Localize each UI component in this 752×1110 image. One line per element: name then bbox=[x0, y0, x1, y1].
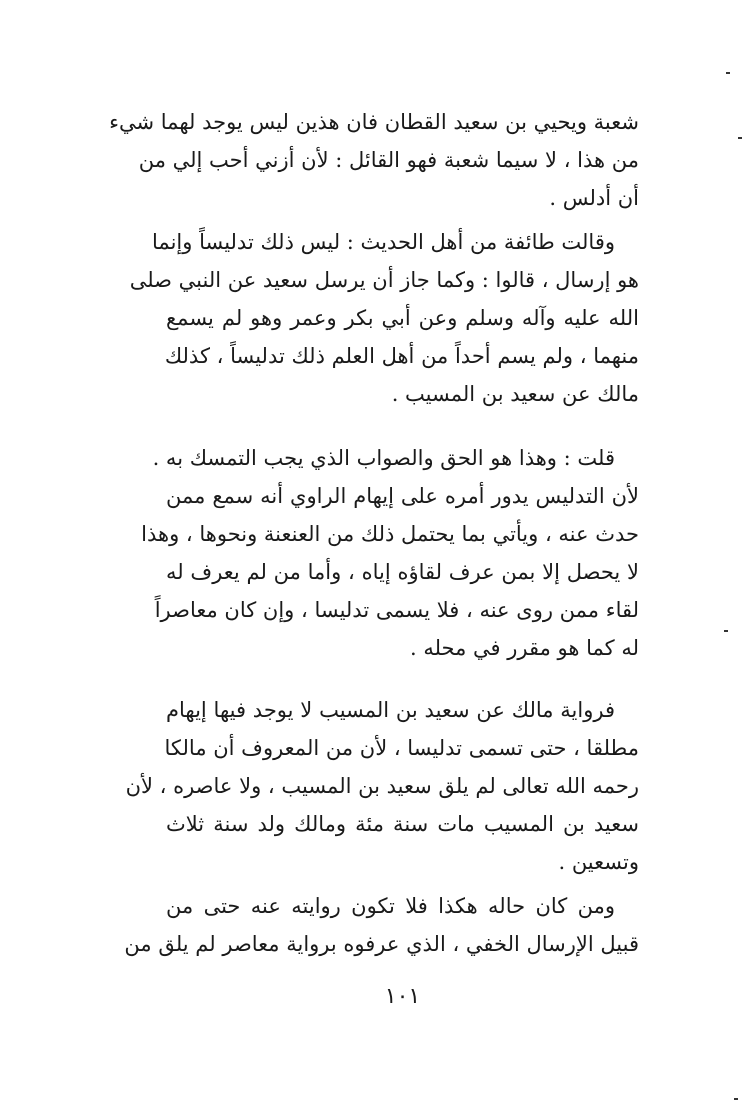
text-line-8: مالك عن سعيد بن المسيب . bbox=[391, 382, 639, 406]
text-line-5: هو إرسال ، قالوا : وكما جاز أن يرسل سعيد عن النبي صلى bbox=[129, 268, 639, 292]
text-line-15: فرواية مالك عن سعيد بن المسيب لا يوجد فيها إيهام bbox=[166, 698, 615, 722]
scan-edge-mark bbox=[724, 630, 728, 632]
text-line-20: ومن كان حاله هكذا فلا تكون روايته عنه حتى من bbox=[166, 894, 615, 918]
text-line-13: لقاء ممن روى عنه ، فلا يسمى تدليسا ، وإن كان معاصراً bbox=[154, 598, 639, 622]
text-line-21: قبيل الإرسال الخفي ، الذي عرفوه برواية معاصر لم يلق من bbox=[124, 932, 639, 956]
text-line-11: حدث عنه ، ويأتي بما يحتمل ذلك من العنعنة ونحوها ، وهذا bbox=[141, 522, 639, 546]
text-line-9: قلت : وهذا هو الحق والصواب الذي يجب التمسك به . bbox=[152, 446, 615, 470]
text-line-18: سعيد بن المسيب مات سنة مئة ومالك ولد سنة ثلاث bbox=[166, 812, 639, 836]
text-line-3: أن أدلس . bbox=[549, 186, 639, 210]
text-line-14: له كما هو مقرر في محله . bbox=[409, 636, 639, 660]
text-line-1: شعبة ويحيي بن سعيد القطان فان هذين ليس يوجد لهما شيء bbox=[109, 110, 639, 134]
scan-edge-mark bbox=[738, 137, 742, 139]
scan-edge-mark bbox=[734, 1098, 738, 1100]
page-number: ١٠١ bbox=[384, 984, 421, 1009]
text-line-12: لا يحصل إلا بمن عرف لقاؤه إياه ، وأما من لم يعرف له bbox=[166, 560, 639, 584]
book-page bbox=[109, 100, 639, 1090]
text-line-6: الله عليه وآله وسلم وعن أبي بكر وعمر وهو لم يسمع bbox=[166, 306, 639, 330]
text-line-19: وتسعين . bbox=[558, 850, 639, 874]
scan-edge-mark bbox=[726, 72, 730, 74]
text-line-2: من هذا ، لا سيما شعبة فهو القائل : لأن أزني أحب إلي من bbox=[138, 148, 639, 172]
text-line-17: رحمه الله تعالى لم يلق سعيد بن المسيب ، ولا عاصره ، لأن bbox=[125, 774, 639, 798]
text-line-10: لأن التدليس يدور أمره على إيهام الراوي أنه سمع ممن bbox=[166, 484, 639, 508]
text-line-16: مطلقا ، حتى تسمى تدليسا ، لأن من المعروف أن مالكا bbox=[164, 736, 639, 760]
text-line-7: منهما ، ولم يسم أحداً من أهل العلم ذلك تدليساً ، كذلك bbox=[164, 344, 639, 368]
text-line-4: وقالت طائفة من أهل الحديث : ليس ذلك تدليساً وإنما bbox=[152, 230, 615, 254]
